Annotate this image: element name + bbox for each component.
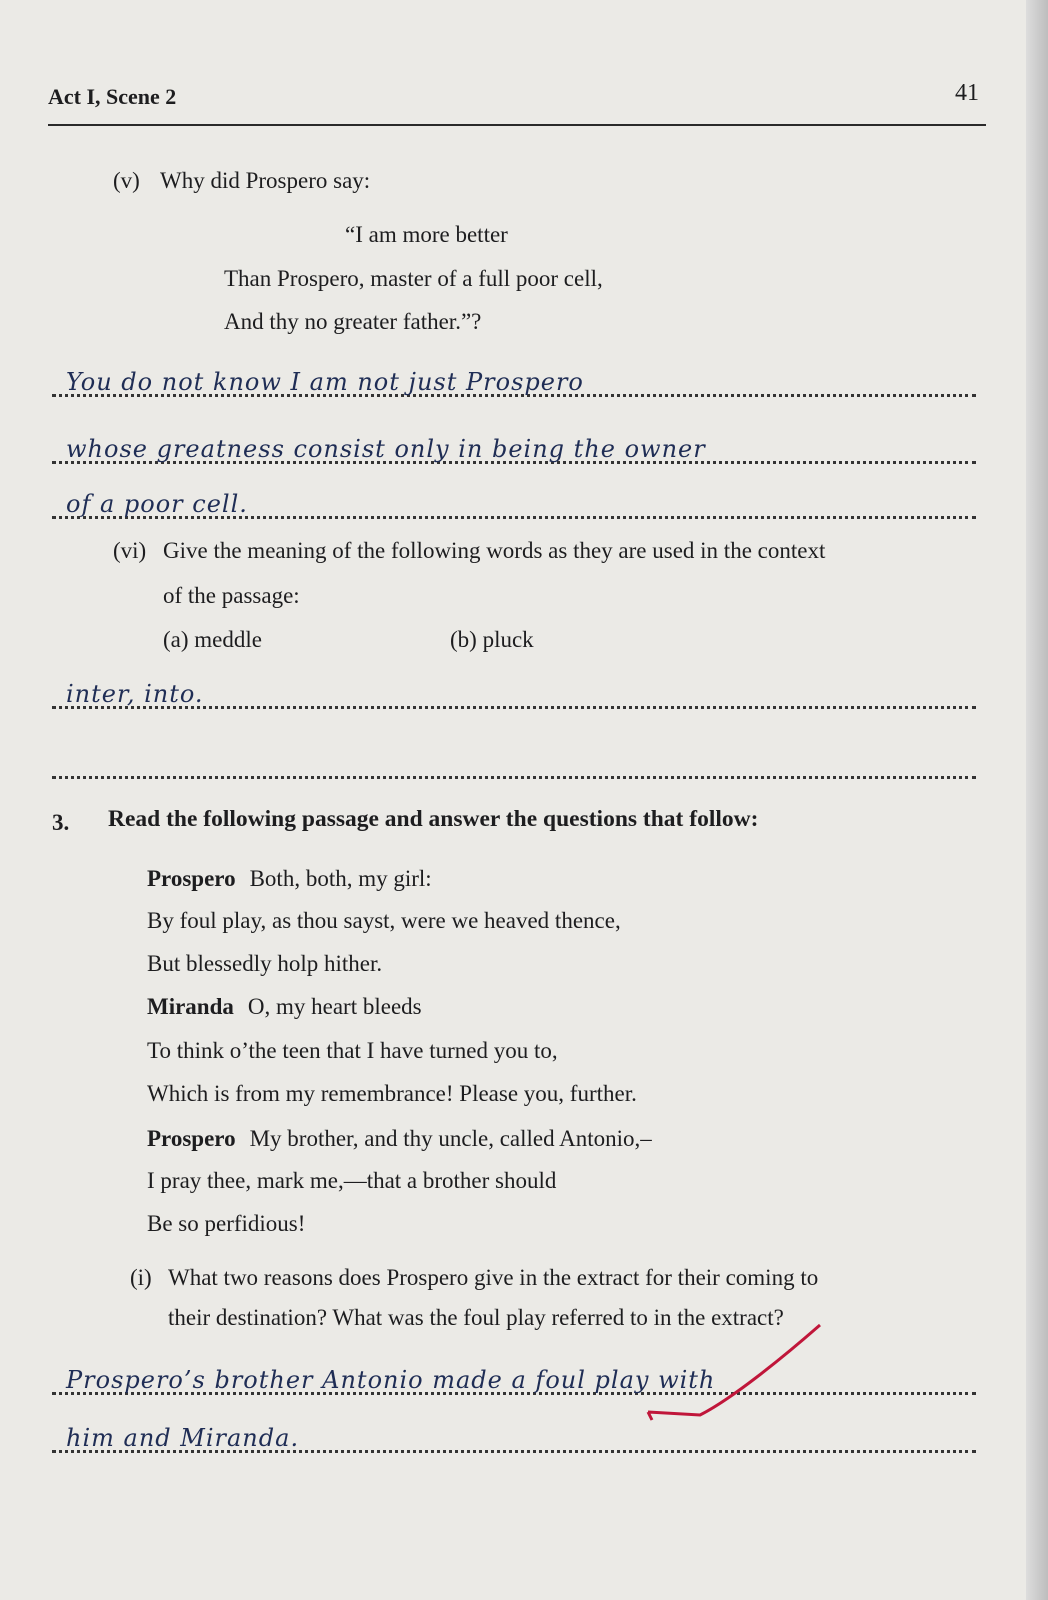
passage-line — [147, 1126, 652, 1152]
passage-text: But blessedly holp hither. — [147, 951, 383, 976]
answer-line — [52, 676, 976, 709]
answer-line — [52, 1420, 976, 1453]
question-text: of the passage: — [163, 583, 300, 608]
passage-line — [147, 1081, 637, 1107]
passage-line — [147, 1038, 558, 1064]
passage-line — [147, 908, 621, 934]
passage-line — [147, 1168, 556, 1194]
passage-text: To think o’the teen that I have turned you to, — [147, 1038, 558, 1063]
answer-line — [52, 431, 976, 464]
question-text: Give the meaning of the following words as they are used in the context — [163, 538, 826, 563]
handwritten-answer: You do not know I am not just Prospero — [66, 368, 584, 396]
answer-line — [52, 486, 976, 519]
question-text: Why did Prospero say: — [160, 168, 371, 193]
quote-line: And thy no greater father.”? — [224, 309, 482, 334]
passage-text: I pray thee, mark me,—that a brother should — [147, 1168, 557, 1193]
passage-text: By foul play, as thou sayst, were we heaved thence, — [147, 908, 621, 933]
speaker-name: Miranda — [147, 994, 234, 1019]
passage-text: Which is from my remembrance! Please you, further. — [147, 1081, 637, 1106]
word-b: (b) pluck — [450, 627, 534, 652]
passage-text: Both, both, my girl: — [249, 866, 432, 891]
passage-line — [147, 866, 432, 892]
question-label: (i) — [130, 1265, 152, 1290]
passage-text: My brother, and thy uncle, called Antonio,– — [249, 1126, 652, 1151]
question-label: (vi) — [113, 538, 147, 563]
question-text: What two reasons does Prospero give in the extract for their coming to — [168, 1265, 819, 1290]
passage-line — [147, 951, 382, 977]
word-a: (a) meddle — [163, 627, 262, 652]
page-edge — [1026, 0, 1048, 1600]
answer-line — [52, 1362, 976, 1395]
question-label: (v) — [113, 168, 140, 193]
speaker-name: Prospero — [147, 866, 236, 891]
handwritten-answer: whose greatness consist only in being the owner — [66, 435, 706, 463]
passage-text: O, my heart bleeds — [247, 994, 422, 1019]
passage-line — [147, 994, 422, 1020]
handwritten-answer: inter, into. — [66, 680, 204, 708]
handwritten-answer: of a poor cell. — [66, 490, 248, 518]
quote-line: “I am more better — [345, 222, 508, 247]
handwritten-answer: him and Miranda. — [66, 1424, 300, 1452]
chapter-title: Act I, Scene 2 — [48, 84, 177, 109]
header-rule — [48, 124, 986, 126]
red-correction-mark — [630, 1320, 830, 1430]
quote-line: Than Prospero, master of a full poor cell, — [224, 266, 603, 291]
passage-line — [147, 1211, 305, 1237]
handwritten-answer: Prospero’s brother Antonio made a foul play with — [66, 1366, 716, 1394]
answer-line — [52, 746, 976, 779]
speaker-name: Prospero — [147, 1126, 236, 1151]
passage-text: Be so perfidious! — [147, 1211, 306, 1236]
answer-line — [52, 364, 976, 397]
section-heading: Read the following passage and answer the questions that follow: — [108, 806, 759, 832]
section-number: 3. — [52, 810, 70, 835]
question-text: their destination? What was the foul play referred to in the extract? — [168, 1305, 784, 1330]
page-number: 41 — [955, 80, 979, 106]
